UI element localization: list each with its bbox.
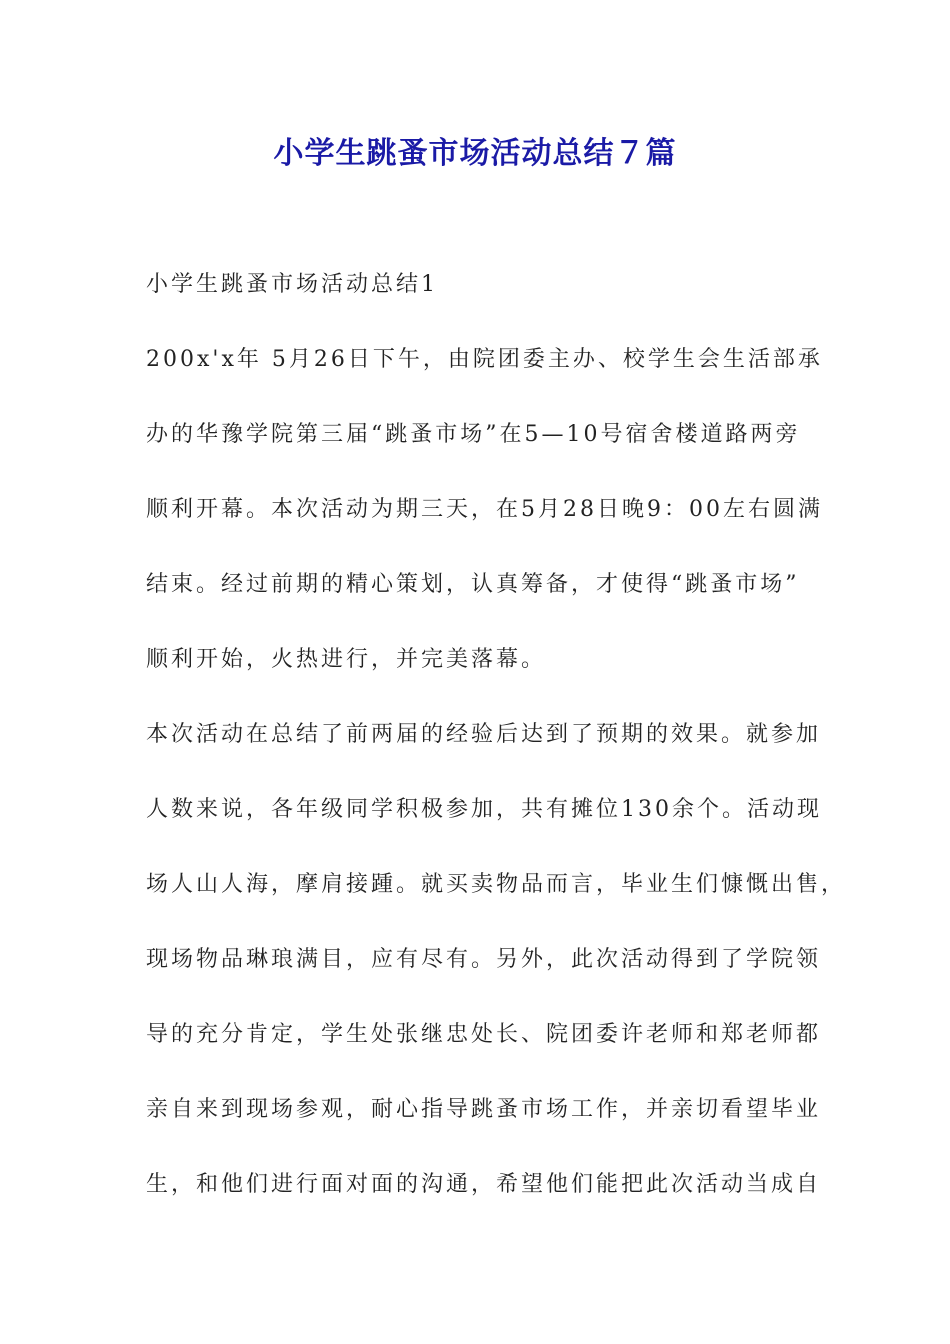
paragraph-line: 人数来说，各年级同学积极参加，共有摊位130余个。活动现 [146, 797, 822, 822]
paragraph-line: 本次活动在总结了前两届的经验后达到了预期的效果。就参加 [146, 722, 822, 747]
paragraph-line: 亲自来到现场参观，耐心指导跳蚤市场工作，并亲切看望毕业 [146, 1097, 822, 1122]
document-title: 小学生跳蚤市场活动总结７篇 [273, 136, 677, 171]
paragraph-line: 结束。经过前期的精心策划，认真筹备，才使得“跳蚤市场” [146, 572, 800, 597]
paragraph-line: 现场物品琳琅满目，应有尽有。另外，此次活动得到了学院领 [146, 947, 822, 972]
section-heading: 小学生跳蚤市场活动总结1 [146, 272, 438, 297]
paragraph-line: 顺利开幕。本次活动为期三天，在5月28日晚9：00左右圆满 [146, 497, 823, 522]
paragraph-line: 办的华豫学院第三届“跳蚤市场”在5—10号宿舍楼道路两旁 [146, 422, 801, 447]
paragraph-line: 导的充分肯定，学生处张继忠处长、院团委许老师和郑老师都 [146, 1022, 822, 1047]
paragraph-line: 场人山人海，摩肩接踵。就买卖物品而言，毕业生们慷慨出售， [146, 872, 847, 897]
paragraph-line: 生，和他们进行面对面的沟通，希望他们能把此次活动当成自 [146, 1172, 822, 1197]
paragraph-line: 200x'x年 5月26日下午，由院团委主办、校学生会生活部承 [146, 347, 823, 372]
paragraph-line: 顺利开始，火热进行，并完美落幕。 [146, 647, 547, 672]
